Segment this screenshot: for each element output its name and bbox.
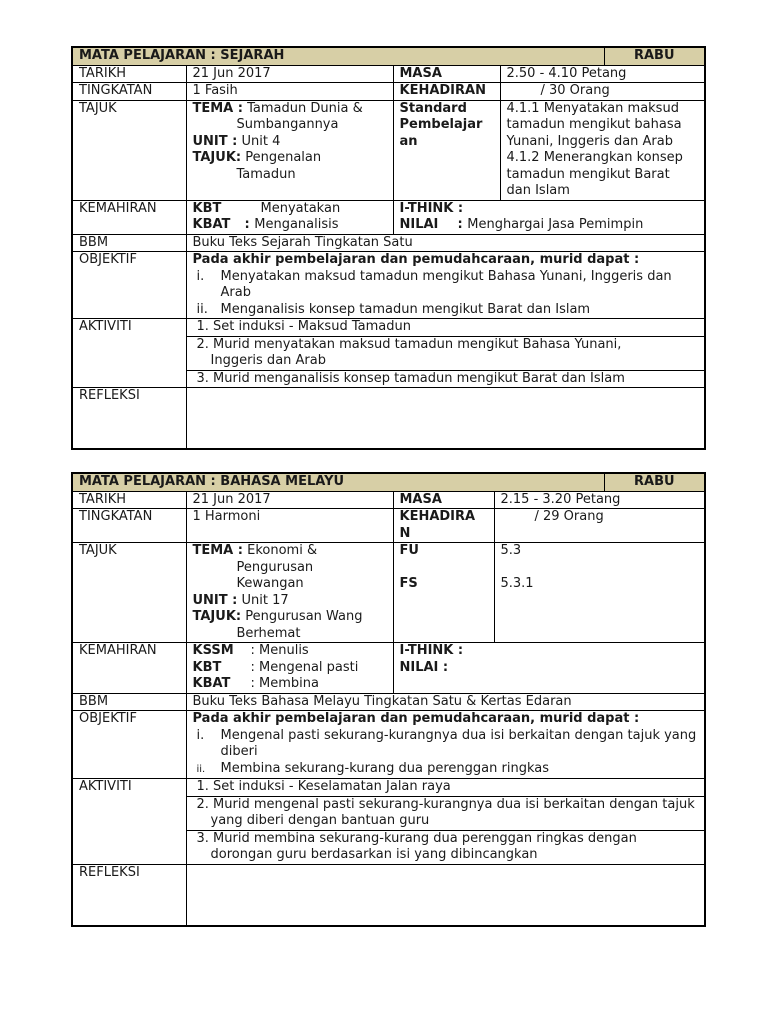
aktiviti-item [186, 830, 705, 864]
kbat-value: Menganalisis [254, 217, 339, 232]
kbt-label: KBT [192, 659, 222, 675]
aktiviti-item [186, 796, 705, 830]
tarikh-value: 21 Jun 2017 [186, 491, 393, 509]
row-tajuk [72, 100, 705, 200]
aktiviti-text: 3. Murid membina sekurang-kurang dua perenggan ringkas dengan dorongan guru berdasarkan isi yang dibincangkan [196, 830, 637, 862]
refleksi-content [186, 864, 705, 926]
kbt-label: KBT [192, 200, 222, 216]
aktiviti-item [186, 319, 705, 337]
tingkatan-label: TINGKATAN [72, 83, 186, 101]
row-tingkatan [72, 83, 705, 101]
unit-label: UNIT : [192, 592, 238, 608]
objektif-text: Menyatakan maksud tamadun mengikut Bahasa Yunani, Inggeris dan Arab [220, 268, 672, 300]
standard-value-line: Yunani, Inggeris dan Arab [506, 133, 673, 149]
standard-label [393, 100, 500, 200]
tajuk-line [193, 609, 363, 624]
fs-value: 5.3.1 [500, 576, 534, 591]
tajuk-value-1: Pengurusan Wang [245, 609, 363, 624]
standard-value-line: tamadun mengikut Barat [506, 166, 670, 182]
tajuk-content [186, 100, 393, 200]
tajuk-label: TAJUK [72, 543, 186, 643]
row-refleksi [72, 388, 705, 450]
objektif-item [193, 761, 699, 779]
kehadiran-value: / 30 Orang [500, 83, 705, 101]
standard-value-line: 4.1.2 Menerangkan konsep [506, 150, 683, 165]
kemahiran-content: KBT Menyatakan KBAT : Menganalisis [186, 200, 393, 234]
masa-value: 2.15 - 3.20 Petang [494, 491, 705, 509]
kssm-label: KSSM [192, 643, 234, 658]
lesson-plan-bahasa-melayu [71, 472, 706, 927]
tingkatan-value: 1 Harmoni [186, 509, 393, 543]
kemahiran-label: KEMAHIRAN [72, 200, 186, 234]
unit-value: Unit 4 [241, 133, 281, 149]
row-bbm [72, 693, 705, 711]
tema-value-3: Kewangan [236, 576, 304, 591]
plan-header [72, 473, 705, 491]
aktiviti-text: 2. Murid mengenal pasti sekurang-kurangnya dua isi berkaitan dengan tajuk yang diberi dengan bantuan guru [196, 796, 695, 828]
standard-label-1: Standard [399, 100, 467, 116]
aktiviti-item [186, 336, 705, 370]
row-tarikh [72, 65, 705, 83]
row-kemahiran [72, 643, 705, 694]
tajuk-content [186, 543, 393, 643]
tarikh-value: 21 Jun 2017 [186, 65, 393, 83]
bbm-value: Buku Teks Sejarah Tingkatan Satu [186, 234, 705, 252]
aktiviti-text: 2. Murid menyatakan maksud tamadun mengikut Bahasa Yunani, Inggeris dan Arab [196, 336, 622, 368]
fu-label: FU [399, 543, 419, 558]
objektif-content [186, 252, 705, 319]
aktiviti-item [186, 779, 705, 797]
objektif-num: i. [196, 268, 205, 284]
day-label: RABU [604, 473, 705, 491]
standard-values [500, 100, 705, 200]
tajuk-sub-label: TAJUK: [192, 609, 242, 624]
objektif-item [193, 269, 699, 302]
row-aktiviti [72, 779, 705, 797]
kehadiran-label-2: N [399, 525, 411, 541]
objektif-text: Membina sekurang-kurang dua perenggan ringkas [220, 760, 549, 776]
row-tajuk [72, 543, 705, 643]
refleksi-label: REFLEKSI [72, 388, 186, 450]
ithink-nilai-content [393, 643, 705, 694]
bbm-label: BBM [72, 693, 186, 711]
row-kemahiran [72, 200, 705, 234]
objektif-text: Menganalisis konsep tamadun mengikut Barat dan Islam [220, 301, 591, 317]
plan-header [72, 47, 705, 65]
tema-line [193, 101, 363, 116]
masa-value: 2.50 - 4.10 Petang [500, 65, 705, 83]
subject-title: MATA PELAJARAN : SEJARAH [72, 47, 604, 65]
objektif-label: OBJEKTIF [72, 711, 186, 779]
aktiviti-text: 1. Set induksi - Keselamatan Jalan raya [196, 779, 451, 794]
tarikh-label: TARIKH [72, 491, 186, 509]
objektif-item [193, 302, 699, 319]
bbm-value: Buku Teks Bahasa Melayu Tingkatan Satu & Kertas Edaran [186, 693, 705, 711]
row-objektif [72, 711, 705, 779]
refleksi-content [186, 388, 705, 450]
tajuk-value-1: Pengenalan [245, 150, 322, 165]
standard-value-line: 4.1.1 Menyatakan maksud [506, 100, 679, 116]
row-objektif [72, 252, 705, 319]
kssm-value: : Menulis [250, 643, 309, 658]
nilai-label: NILAI [399, 217, 439, 232]
row-tarikh [72, 491, 705, 509]
aktiviti-item [186, 370, 705, 388]
kehadiran-label-1: KEHADIRA [399, 509, 476, 524]
kemahiran-label: KEMAHIRAN [72, 643, 186, 694]
kbat-label: KBAT [192, 217, 231, 232]
objektif-text: Mengenal pasti sekurang-kurangnya dua isi berkaitan dengan tajuk yang diberi [220, 727, 697, 759]
kbt-value: : Mengenal pasti [250, 659, 359, 675]
row-aktiviti [72, 319, 705, 337]
tema-value-2: Pengurusan [236, 559, 314, 575]
tajuk-sub-label: TAJUK: [192, 150, 242, 165]
fu-value: 5.3 [500, 543, 522, 558]
aktiviti-label: AKTIVITI [72, 319, 186, 388]
objektif-label: OBJEKTIF [72, 252, 186, 319]
kbt-value: Menyatakan [260, 200, 341, 216]
objektif-intro: Pada akhir pembelajaran dan pemudahcaraan, murid dapat : [192, 711, 640, 726]
objektif-num: i. [196, 727, 205, 743]
kehadiran-label: KEHADIRAN [393, 83, 500, 101]
ithink-label: I-THINK : [399, 200, 464, 216]
tajuk-line [193, 150, 322, 165]
tajuk-label: TAJUK [72, 100, 186, 200]
objektif-num: ii. [196, 763, 206, 775]
tema-line [193, 543, 318, 558]
ithink-label: I-THINK : [399, 643, 464, 658]
fu-fs-labels [393, 543, 494, 643]
tema-label: TEMA : [192, 543, 243, 558]
unit-value: Unit 17 [241, 592, 289, 608]
standard-value-line: tamadun mengikut bahasa [506, 117, 682, 132]
aktiviti-text: 3. Murid menganalisis konsep tamadun mengikut Barat dan Islam [196, 370, 625, 386]
tingkatan-label: TINGKATAN [72, 509, 186, 543]
lesson-plan-sejarah [71, 46, 706, 450]
tarikh-label: TARIKH [72, 65, 186, 83]
fu-fs-values [494, 543, 705, 643]
aktiviti-label: AKTIVITI [72, 779, 186, 865]
standard-value-line: dan Islam [506, 183, 570, 198]
kbat-label: KBAT [192, 676, 231, 691]
kbat-value: : Membina [250, 676, 319, 691]
tajuk-value-2: Berhemat [236, 625, 301, 641]
fs-label: FS [399, 576, 418, 591]
tema-label: TEMA : [192, 100, 243, 116]
objektif-content [186, 711, 705, 779]
row-refleksi [72, 864, 705, 926]
objektif-intro: Pada akhir pembelajaran dan pemudahcaraan, murid dapat : [192, 252, 640, 267]
nilai-value: Menghargai Jasa Pemimpin [467, 217, 644, 232]
objektif-item [193, 728, 699, 761]
kemahiran-content [186, 643, 393, 694]
row-bbm [72, 234, 705, 252]
nilai-label: NILAI : [399, 659, 449, 675]
masa-label: MASA [393, 65, 500, 83]
day-label: RABU [604, 47, 705, 65]
unit-line [193, 593, 289, 608]
refleksi-label: REFLEKSI [72, 864, 186, 926]
tema-value-1: Tamadun Dunia & [247, 100, 363, 116]
ithink-nilai-content: I-THINK : NILAI : Menghargai Jasa Pemimpin [393, 200, 705, 234]
tema-value-2: Sumbangannya [236, 117, 339, 132]
row-tingkatan [72, 509, 705, 543]
kehadiran-label [393, 509, 494, 543]
unit-label: UNIT : [192, 133, 238, 149]
kehadiran-value: / 29 Orang [494, 509, 705, 543]
tema-value-1: Ekonomi & [247, 543, 318, 558]
tajuk-value-2: Tamadun [236, 166, 296, 182]
subject-title: MATA PELAJARAN : BAHASA MELAYU [72, 473, 604, 491]
tingkatan-value: 1 Fasih [186, 83, 393, 101]
masa-label: MASA [393, 491, 494, 509]
standard-label-2: Pembelajar [399, 117, 483, 132]
unit-line [193, 134, 281, 149]
standard-label-3: an [399, 133, 418, 149]
bbm-label: BBM [72, 234, 186, 252]
objektif-num: ii. [196, 301, 208, 317]
aktiviti-text: 1. Set induksi - Maksud Tamadun [196, 319, 411, 334]
